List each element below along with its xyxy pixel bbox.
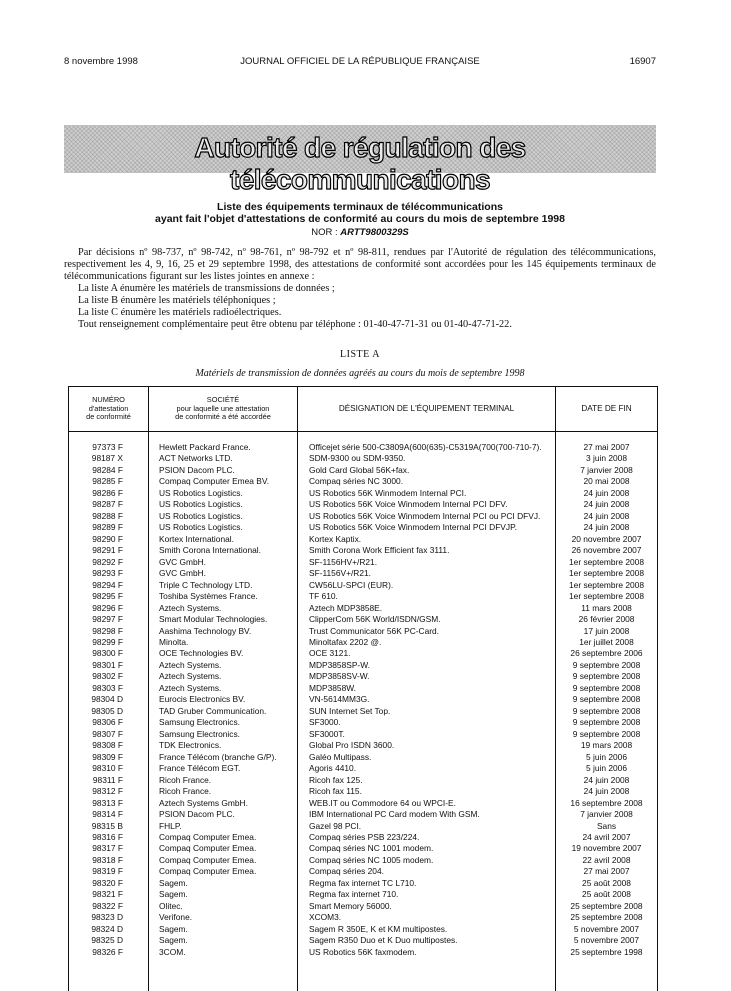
table-row bbox=[69, 889, 657, 901]
cell-date-de-fin: 9 septembre 2008 bbox=[572, 682, 641, 693]
table-row bbox=[69, 660, 657, 672]
table-row bbox=[69, 557, 657, 569]
cell-numero: 98292 F bbox=[92, 556, 123, 567]
cell-date-de-fin: 5 novembre 2007 bbox=[573, 923, 640, 934]
cell-designation: Officejet série 500-C3809A(600(635)-C5319A(700(700-710-7). bbox=[309, 442, 542, 452]
cell-societe: Aztech Systems GmbH. bbox=[159, 797, 248, 808]
header-numero-l1: NUMÉRO bbox=[92, 395, 125, 405]
cell-designation: Minoltafax 2202 @. bbox=[309, 636, 382, 647]
table-row bbox=[69, 683, 657, 695]
equipment-table bbox=[68, 386, 658, 991]
cell-designation: US Robotics 56K Voice Winmodem Internal PCI ou PCI DFVJ. bbox=[309, 510, 541, 521]
cell-designation: Aztech MDP3858E. bbox=[309, 602, 383, 613]
table-row bbox=[69, 442, 657, 454]
cell-numero: 98316 F bbox=[92, 831, 123, 842]
cell-societe: Aztech Systems. bbox=[159, 671, 222, 682]
cell-numero: 98294 F bbox=[92, 579, 123, 590]
cell-societe: Ricoh France. bbox=[159, 786, 212, 797]
cell-designation: MDP3858SP-W. bbox=[309, 659, 370, 670]
table-row bbox=[69, 821, 657, 833]
table-row bbox=[69, 648, 657, 660]
table-row bbox=[69, 866, 657, 878]
cell-designation: CW56LU-SPCI (EUR). bbox=[309, 579, 394, 590]
liste-subtitle: Matériels de transmission de données agréés au cours du mois de septembre 1998 bbox=[195, 368, 525, 379]
cell-numero: 98288 F bbox=[92, 510, 123, 521]
cell-societe: GVC GmbH. bbox=[159, 568, 206, 579]
cell-designation: MDP3858SV-W. bbox=[309, 671, 370, 682]
cell-societe: 3COM. bbox=[159, 946, 186, 957]
cell-numero: 98291 F bbox=[92, 545, 123, 556]
cell-designation: SF3000. bbox=[309, 717, 341, 728]
table-row bbox=[69, 626, 657, 638]
cell-numero: 98310 F bbox=[92, 763, 123, 774]
cell-numero: 98300 F bbox=[92, 648, 123, 659]
cell-designation: Global Pro ISDN 3600. bbox=[309, 740, 395, 751]
cell-date-de-fin: 1er septembre 2008 bbox=[569, 568, 644, 579]
cell-numero: 98296 F bbox=[92, 602, 123, 613]
cell-date-de-fin: 24 juin 2008 bbox=[583, 487, 630, 498]
cell-societe: TAD Gruber Communication. bbox=[159, 705, 267, 716]
cell-designation: US Robotics 56K faxmodem. bbox=[309, 946, 417, 957]
intro-paragraph: Par décisions nº 98-737, nº 98-742, nº 98-761, nº 98-792 et nº 98-811, rendues par l'Autorité de régulation des télécommunications, respectivement les 4, 9, 16, 25 et 29 septembre 1998, des attestations de conformité sont accordées pour les 145 équipements terminaux de télécommunications figurant sur les listes jointes en annexe : bbox=[64, 247, 656, 282]
cell-societe: Hewlett Packard France. bbox=[159, 442, 251, 452]
cell-numero: 98324 D bbox=[91, 923, 123, 934]
cell-designation: Compaq séries NC 1005 modem. bbox=[309, 854, 434, 865]
cell-designation: Sagem R 350E, K et KM multipostes. bbox=[309, 923, 448, 934]
cell-date-de-fin: 20 novembre 2007 bbox=[571, 533, 642, 544]
cell-numero: 98295 F bbox=[92, 591, 123, 602]
cell-numero: 98293 F bbox=[92, 568, 123, 579]
section-banner bbox=[64, 125, 656, 195]
table-row bbox=[69, 476, 657, 488]
cell-numero: 98312 F bbox=[92, 786, 123, 797]
cell-societe: GVC GmbH. bbox=[159, 556, 206, 567]
cell-societe: FHLP. bbox=[159, 820, 182, 831]
table-row bbox=[69, 580, 657, 592]
cell-numero: 98309 F bbox=[92, 751, 123, 762]
cell-designation: Compaq séries 204. bbox=[309, 866, 384, 877]
cell-numero: 98319 F bbox=[92, 866, 123, 877]
cell-societe: ACT Networks LTD. bbox=[159, 453, 233, 464]
table-row bbox=[69, 637, 657, 649]
header-designation: DÉSIGNATION DE L'ÉQUIPEMENT TERMINAL bbox=[338, 403, 515, 413]
cell-date-de-fin: 26 février 2008 bbox=[578, 614, 635, 625]
list-c-item: La liste C énumère les matériels radioélectriques. bbox=[78, 307, 282, 318]
table-row bbox=[69, 603, 657, 615]
cell-designation: Regma fax internet TC L710. bbox=[309, 877, 417, 888]
cell-date-de-fin: 1er juillet 2008 bbox=[579, 636, 634, 647]
cell-societe: Aztech Systems. bbox=[159, 659, 222, 670]
cell-numero: 98286 F bbox=[92, 487, 123, 498]
cell-designation: US Robotics 56K Voice Winmodem Internal PCI DFVJP. bbox=[309, 522, 517, 533]
cell-societe: TDK Electronics. bbox=[159, 740, 222, 751]
cell-date-de-fin: 25 août 2008 bbox=[582, 877, 631, 888]
cell-date-de-fin: 19 novembre 2007 bbox=[571, 843, 642, 854]
cell-date-de-fin: 25 septembre 2008 bbox=[570, 912, 643, 923]
cell-date-de-fin: 25 septembre 2008 bbox=[570, 900, 643, 911]
cell-date-de-fin: 24 juin 2008 bbox=[583, 499, 630, 510]
cell-numero: 98299 F bbox=[92, 636, 123, 647]
cell-designation: SF3000T. bbox=[309, 728, 345, 739]
cell-societe: France Télécom EGT. bbox=[159, 763, 241, 774]
cell-societe: Samsung Electronics. bbox=[159, 728, 240, 739]
table-row bbox=[69, 706, 657, 718]
cell-date-de-fin: 24 juin 2008 bbox=[583, 522, 630, 533]
header-page-number: 16907 bbox=[629, 56, 656, 67]
cell-numero: 98289 F bbox=[92, 522, 123, 533]
cell-societe: Compaq Computer Emea. bbox=[159, 843, 257, 854]
cell-numero: 98302 F bbox=[92, 671, 123, 682]
table-row bbox=[69, 843, 657, 855]
cell-designation: Compaq séries NC 3000. bbox=[309, 476, 404, 487]
cell-date-de-fin: 24 juin 2008 bbox=[583, 510, 630, 521]
cell-societe: Sagem. bbox=[159, 923, 188, 934]
cell-societe: Ricoh France. bbox=[159, 774, 212, 785]
cell-date-de-fin: Sans bbox=[596, 820, 617, 831]
table-row bbox=[69, 671, 657, 683]
cell-designation: Gold Card Global 56K+fax. bbox=[309, 464, 410, 475]
cell-numero: 98308 F bbox=[92, 740, 123, 751]
cell-societe: US Robotics Logistics. bbox=[159, 522, 243, 533]
cell-date-de-fin: 1er septembre 2008 bbox=[569, 556, 644, 567]
table-row bbox=[69, 522, 657, 534]
cell-societe: France Télécom (branche G/P). bbox=[159, 751, 277, 762]
cell-date-de-fin: 9 septembre 2008 bbox=[572, 694, 641, 705]
header-date: 8 novembre 1998 bbox=[64, 56, 138, 67]
banner-title: Autorité de régulation des télécommunications bbox=[194, 132, 526, 195]
cell-designation: Agoris 4410. bbox=[309, 763, 357, 774]
table-row bbox=[69, 947, 657, 959]
cell-societe: Eurocis Electronics BV. bbox=[159, 694, 246, 705]
cell-date-de-fin: 26 septembre 2006 bbox=[570, 648, 643, 659]
cell-designation: SUN Internet Set Top. bbox=[309, 705, 391, 716]
cell-date-de-fin: 27 mai 2007 bbox=[583, 442, 630, 452]
cell-societe: Compaq Computer Emea. bbox=[159, 866, 257, 877]
cell-date-de-fin: 26 novembre 2007 bbox=[571, 545, 642, 556]
table-row bbox=[69, 855, 657, 867]
cell-date-de-fin: 24 juin 2008 bbox=[583, 774, 630, 785]
table-row bbox=[69, 534, 657, 546]
cell-societe: Kortex International. bbox=[159, 533, 234, 544]
table-row bbox=[69, 763, 657, 775]
cell-designation: Sagem R350 Duo et K Duo multipostes. bbox=[309, 935, 458, 946]
cell-designation: OCE 3121. bbox=[309, 648, 351, 659]
table-row bbox=[69, 717, 657, 729]
cell-numero: 98301 F bbox=[92, 659, 123, 670]
table-row bbox=[69, 591, 657, 603]
cell-date-de-fin: 3 juin 2008 bbox=[586, 453, 627, 464]
table-row bbox=[69, 752, 657, 764]
table-row bbox=[69, 798, 657, 810]
cell-designation: Compaq séries PSB 223/224. bbox=[309, 831, 420, 842]
intro-text bbox=[64, 247, 656, 331]
cell-date-de-fin: 1er septembre 2008 bbox=[569, 591, 644, 602]
table-row bbox=[69, 614, 657, 626]
cell-societe: Samsung Electronics. bbox=[159, 717, 240, 728]
cell-numero: 98297 F bbox=[92, 614, 123, 625]
header-numero bbox=[69, 387, 148, 431]
cell-numero: 98306 F bbox=[92, 717, 123, 728]
cell-date-de-fin: 9 septembre 2008 bbox=[572, 728, 641, 739]
cell-societe: Aztech Systems. bbox=[159, 682, 222, 693]
cell-numero: 98287 F bbox=[92, 499, 123, 510]
document-title-line1: Liste des équipements terminaux de télécommunications bbox=[217, 201, 503, 213]
cell-date-de-fin: 7 janvier 2008 bbox=[580, 464, 633, 475]
cell-numero: 98290 F bbox=[92, 533, 123, 544]
running-head bbox=[64, 56, 656, 70]
cell-date-de-fin: 25 août 2008 bbox=[582, 889, 631, 900]
cell-numero: 98311 F bbox=[92, 774, 123, 785]
cell-designation: Trust Communicator 56K PC-Card. bbox=[309, 625, 440, 636]
table-row bbox=[69, 901, 657, 913]
table-row bbox=[69, 924, 657, 936]
cell-societe: Smith Corona International. bbox=[159, 545, 261, 556]
cell-date-de-fin: 25 septembre 1998 bbox=[570, 946, 643, 957]
cell-date-de-fin: 9 septembre 2008 bbox=[572, 671, 641, 682]
cell-numero: 98321 F bbox=[92, 889, 123, 900]
cell-date-de-fin: 1er septembre 2008 bbox=[569, 579, 644, 590]
table-row bbox=[69, 912, 657, 924]
table-row bbox=[69, 568, 657, 580]
cell-date-de-fin: 9 septembre 2008 bbox=[572, 659, 641, 670]
cell-designation: Smart Memory 56000. bbox=[309, 900, 392, 911]
header-numero-l3: de conformité bbox=[86, 412, 131, 422]
cell-numero: 98313 F bbox=[92, 797, 123, 808]
table-row bbox=[69, 775, 657, 787]
cell-designation: SDM-9300 ou SDM-9350. bbox=[309, 453, 406, 464]
cell-societe: US Robotics Logistics. bbox=[159, 487, 243, 498]
header-journal-name: JOURNAL OFFICIEL DE LA RÉPUBLIQUE FRANÇAISE bbox=[240, 56, 480, 67]
cell-designation: Regma fax internet 710. bbox=[309, 889, 399, 900]
cell-numero: 98325 D bbox=[91, 935, 123, 946]
cell-numero: 98303 F bbox=[92, 682, 123, 693]
cell-societe: Olitec. bbox=[159, 900, 183, 911]
cell-societe: PSION Dacom PLC. bbox=[159, 464, 235, 475]
cell-societe: Aashima Technology BV. bbox=[159, 625, 252, 636]
table-row bbox=[69, 453, 657, 465]
cell-societe: US Robotics Logistics. bbox=[159, 510, 243, 521]
header-societe-l3: de conformité a été accordée bbox=[175, 412, 271, 422]
cell-societe: Sagem. bbox=[159, 935, 188, 946]
table-row bbox=[69, 465, 657, 477]
nor-value: ARTT9800329S bbox=[340, 227, 409, 238]
cell-date-de-fin: 27 mai 2007 bbox=[583, 866, 630, 877]
table-row bbox=[69, 878, 657, 890]
table-row bbox=[69, 740, 657, 752]
cell-numero: 97373 F bbox=[92, 442, 123, 452]
cell-numero: 98307 F bbox=[92, 728, 123, 739]
header-societe-l2: pour laquelle une attestation bbox=[176, 403, 270, 413]
cell-designation: US Robotics 56K Winmodem Internal PCI. bbox=[309, 487, 467, 498]
cell-numero: 98187 X bbox=[91, 453, 123, 464]
cell-societe: Aztech Systems. bbox=[159, 602, 222, 613]
table-row bbox=[69, 786, 657, 798]
nor-reference bbox=[64, 227, 656, 238]
table-row bbox=[69, 499, 657, 511]
cell-designation: TF 610. bbox=[309, 591, 338, 602]
cell-date-de-fin: 9 septembre 2008 bbox=[572, 717, 641, 728]
cell-date-de-fin: 9 septembre 2008 bbox=[572, 705, 641, 716]
cell-designation: Gazel 98 PCI. bbox=[309, 820, 362, 831]
header-numero-l2: d'attestation bbox=[88, 403, 129, 413]
header-societe bbox=[149, 387, 297, 431]
cell-date-de-fin: 24 avril 2007 bbox=[582, 831, 631, 842]
document-title-line2: ayant fait l'objet d'attestations de conformité au cours du mois de septembre 1998 bbox=[155, 213, 565, 225]
cell-designation: Ricoh fax 115. bbox=[309, 786, 362, 797]
cell-numero: 98298 F bbox=[92, 625, 123, 636]
cell-numero: 98326 F bbox=[92, 946, 123, 957]
cell-date-de-fin: 19 mars 2008 bbox=[580, 740, 633, 751]
cell-date-de-fin: 7 janvier 2008 bbox=[580, 809, 633, 820]
cell-numero: 98320 F bbox=[92, 877, 123, 888]
cell-societe: PSION Dacom PLC. bbox=[159, 809, 235, 820]
cell-numero: 98284 F bbox=[92, 464, 123, 475]
table-row bbox=[69, 809, 657, 821]
cell-numero: 98314 F bbox=[92, 809, 123, 820]
header-separator bbox=[69, 431, 657, 432]
cell-designation: IBM International PC Card modem With GSM. bbox=[309, 809, 480, 820]
cell-date-de-fin: 5 juin 2006 bbox=[586, 763, 627, 774]
contact-paragraph: Tout renseignement complémentaire peut être obtenu par téléphone : 01-40-47-71-31 ou 01-40-47-71-22. bbox=[78, 319, 512, 330]
cell-designation: Compaq séries NC 1001 modem. bbox=[309, 843, 434, 854]
cell-date-de-fin: 5 juin 2006 bbox=[586, 751, 627, 762]
cell-numero: 98305 D bbox=[91, 705, 123, 716]
table-row bbox=[69, 729, 657, 741]
cell-designation: XCOM3. bbox=[309, 912, 342, 923]
table-row bbox=[69, 545, 657, 557]
cell-numero: 98322 F bbox=[92, 900, 123, 911]
cell-designation: MDP3858W. bbox=[309, 682, 357, 693]
cell-societe: Sagem. bbox=[159, 889, 188, 900]
cell-societe: Toshiba Systèmes France. bbox=[159, 591, 258, 602]
cell-societe: Compaq Computer Emea. bbox=[159, 854, 257, 865]
cell-numero: 98318 F bbox=[92, 854, 123, 865]
cell-designation: Ricoh fax 125. bbox=[309, 774, 363, 785]
table-row bbox=[69, 832, 657, 844]
table-row bbox=[69, 511, 657, 523]
cell-societe: OCE Technologies BV. bbox=[159, 648, 244, 659]
cell-designation: US Robotics 56K Voice Winmodem Internal PCI DFV. bbox=[309, 499, 508, 510]
cell-societe: US Robotics Logistics. bbox=[159, 499, 243, 510]
cell-date-de-fin: 5 novembre 2007 bbox=[573, 935, 640, 946]
cell-designation: SF-1156HV+/R21. bbox=[309, 556, 378, 567]
nor-label: NOR : bbox=[311, 227, 338, 238]
cell-numero: 98317 F bbox=[92, 843, 123, 854]
cell-date-de-fin: 24 juin 2008 bbox=[583, 786, 630, 797]
cell-designation: Kortex Kaptix. bbox=[309, 533, 362, 544]
cell-designation: VN-5614MM3G. bbox=[309, 694, 370, 705]
cell-societe: Minolta. bbox=[159, 636, 189, 647]
cell-date-de-fin: 16 septembre 2008 bbox=[570, 797, 643, 808]
cell-date-de-fin: 17 juin 2008 bbox=[583, 625, 630, 636]
table-row bbox=[69, 935, 657, 947]
cell-numero: 98304 D bbox=[91, 694, 123, 705]
liste-title: LISTE A bbox=[340, 349, 380, 360]
header-societe-l1: SOCIÉTÉ bbox=[206, 395, 240, 405]
cell-societe: Triple C Technology LTD. bbox=[159, 579, 253, 590]
cell-societe: Smart Modular Technologies. bbox=[159, 614, 268, 625]
cell-societe: Sagem. bbox=[159, 877, 188, 888]
list-b-item: La liste B énumère les matériels téléphoniques ; bbox=[78, 295, 276, 306]
table-row bbox=[69, 694, 657, 706]
cell-numero: 98323 D bbox=[91, 912, 123, 923]
cell-numero: 98315 B bbox=[91, 820, 123, 831]
cell-societe: Compaq Computer Emea. bbox=[159, 831, 257, 842]
cell-societe: Verifone. bbox=[159, 912, 193, 923]
cell-numero: 98285 F bbox=[92, 476, 123, 487]
cell-societe: Compaq Computer Emea BV. bbox=[159, 476, 270, 487]
cell-date-de-fin: 22 avril 2008 bbox=[582, 854, 631, 865]
cell-designation: Smith Corona Work Efficient fax 3111. bbox=[309, 545, 450, 556]
cell-date-de-fin: 11 mars 2008 bbox=[581, 602, 632, 613]
list-a-item: La liste A énumère les matériels de transmissions de données ; bbox=[78, 283, 335, 294]
cell-designation: SF-1156V+/R21. bbox=[309, 568, 371, 579]
cell-designation: ClipperCom 56K World/ISDN/GSM. bbox=[309, 614, 441, 625]
cell-date-de-fin: 20 mai 2008 bbox=[583, 476, 630, 487]
cell-designation: WEB.IT ou Commodore 64 ou WPCI-E. bbox=[309, 797, 456, 808]
cell-designation: Galéo Multipass. bbox=[309, 751, 372, 762]
table-row bbox=[69, 488, 657, 500]
header-date-de-fin: DATE DE FIN bbox=[581, 403, 632, 413]
